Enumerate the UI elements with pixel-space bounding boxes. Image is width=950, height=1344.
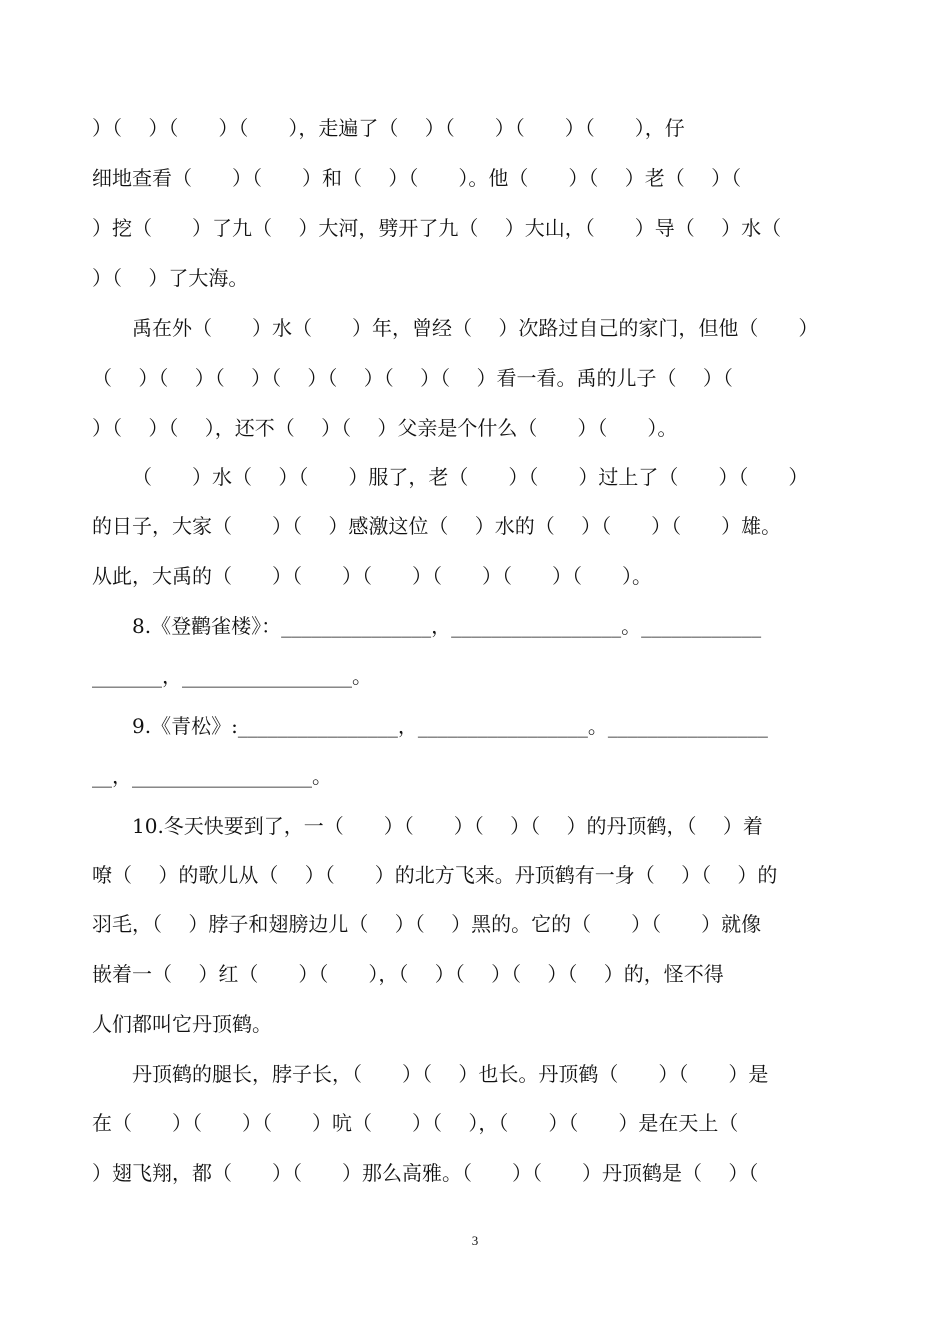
- question-10: 10.冬天快要到了，一（ ）（ ）（ ）（ ）的丹顶鹤，（ ）着: [132, 814, 763, 838]
- text-line: ）挖（ ）了九（ ）大河，劈开了九（ ）大山，（ ）导（ ）水（: [92, 216, 782, 240]
- question-9: 9.《青松》:________________，_________________。________________: [132, 714, 768, 738]
- text-line: （ ）（ ）（ ）（ ）（ ）（ ）（ ）看一看。禹的儿子（ ）（: [92, 366, 733, 390]
- text-line: 嘹（ ）的歌儿从（ ）（ ）的北方飞来。丹顶鹤有一身（ ）（ ）的: [92, 863, 778, 887]
- text-line: ）（ ）（ ）（ ），走遍了（ ）（ ）（ ）（ ），仔: [92, 116, 685, 140]
- text-line: 羽毛，（ ）脖子和翅膀边儿（ ）（ ）黑的。它的（ ）（ ）就像: [92, 912, 762, 936]
- text-line: （ ）水（ ）（ ）服了，老（ ）（ ）过上了（ ）（ ）: [132, 465, 809, 489]
- text-line: 的日子，大家（ ）（ ）感激这位（ ）水的（ ）（ ）（ ）雄。: [92, 514, 782, 538]
- text-line: 在（ ）（ ）（ ）吭（ ）（ ），（ ）（ ）是在天上（: [92, 1111, 739, 1135]
- text-line: 人们都叫它丹顶鹤。: [92, 1012, 272, 1036]
- text-line: _______，_________________。: [92, 664, 372, 688]
- question-8: 8.《登鹳雀楼》：_______________，_________________。____________: [132, 614, 762, 638]
- text-line: ）（ ）（ ），还不（ ）（ ）父亲是个什么（ ）（ ）。: [92, 416, 678, 440]
- text-line: __，__________________。: [92, 764, 332, 788]
- text-line: 从此，大禹的（ ）（ ）（ ）（ ）（ ）（ ）。: [92, 564, 652, 588]
- text-line: ）翅飞翔，都（ ）（ ）那么高雅。（ ）（ ）丹顶鹤是（ ）（: [92, 1161, 759, 1185]
- text-line: 嵌着一（ ）红（ ）（ ），（ ）（ ）（ ）（ ）的，怪不得: [92, 962, 724, 986]
- text-line: 细地查看（ ）（ ）和（ ）（ ）。他（ ）（ ）老（ ）（: [92, 166, 742, 190]
- text-line: 禹在外（ ）水（ ）年，曾经（ ）次路过自己的家门，但他（ ）: [132, 316, 819, 340]
- text-line: 丹顶鹤的腿长，脖子长，（ ）（ ）也长。丹顶鹤（ ）（ ）是: [132, 1062, 769, 1086]
- text-line: ）（ ）了大海。: [92, 266, 249, 290]
- page-number: 3: [471, 1233, 479, 1248]
